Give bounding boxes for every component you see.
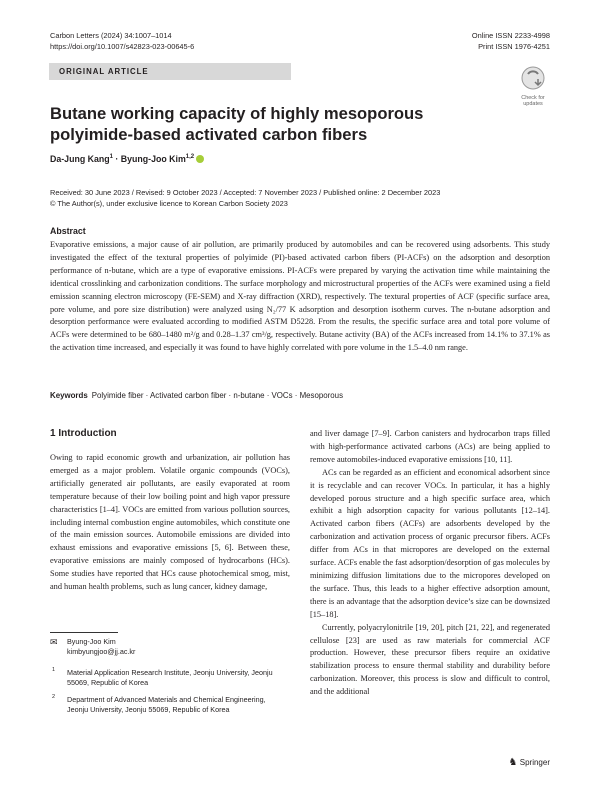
author-name[interactable]: Byung-Joo Kim <box>120 154 186 164</box>
corresponding-author: Byung-Joo Kim <box>67 637 116 646</box>
footnotes <box>50 637 280 716</box>
author-name[interactable]: Da-Jung Kang <box>50 154 110 164</box>
keywords-text: Polyimide fiber · Activated carbon fiber · n-butane · VOCs · Mesoporous <box>91 391 344 400</box>
check-for-updates-button[interactable] <box>517 66 549 107</box>
history-dates: Received: 30 June 2023 / Revised: 9 October 2023 / Accepted: 7 November 2023 / Published online: 2 December 2023 <box>50 188 441 197</box>
footnote-rule <box>50 632 118 633</box>
author-list <box>50 154 204 164</box>
affiliation-1: Material Application Research Institute, Jeonju University, Jeonju 55069, Republic of Korea <box>67 667 273 687</box>
abstract-text: Evaporative emissions, a major cause of air pollution, are primarily produced by automobiles and can be recovered using adsorbents. This study investigated the effect of the textural properties of polyimide (PI)-based activated carbon fibers (PI-ACFs) on the adsorption and desorption performance of n-butane, which are a type of evaporative emissions. PI-ACFs were prepared by varying the activation time while maintaining the identical crosslinking and carbonization conditions. The surface morphology and microstructural properties of the ACFs were examined using a field emission scanning electron microscopy (FE-SEM) and X-ray diffraction (XRD), respectively. The textural properties of ACF (specific surface area, pore volume, and pore size distribution) were analyzed using N₂/77 K adsorption and desorption isotherm curves. The n-butane adsorption and desorption performance were evaluated according to modified ASTM D5228. From the results, the specific surface area and total pore volume of ACFs were determined to be 680–1480 m²/g and 0.28–1.37 cm³/g, respectively. Butane activity (BA) of the ACFs increased from 14.1% to 37.1% as the activation time increased, and especially it was found to have highly correlated with pore volume in the 1.5–4.0 nm range. <box>50 240 550 353</box>
paragraph: and liver damage [7–9]. Carbon canisters and hydrocarbon traps filled with high-performance activated carbons (ACs) are being applied to remove automobiles-induced evaporative emissions [10, 11]. <box>310 429 550 464</box>
left-column <box>50 452 290 594</box>
footnote-number: 1 <box>52 666 56 673</box>
paragraph: Currently, polyacrylonitrile [19, 20], pitch [21, 22], and regenerated cellulose [23] are used as raw materials for commercial ACF production. However, these precursor fibers require an oxidative stabilization process to ensure thermal stability and durability before carbonization. Moreover, this process is slow and difficult to control, and the additional <box>310 622 550 697</box>
check-updates-label-2: updates <box>523 101 543 107</box>
check-updates-icon <box>521 66 545 90</box>
affiliation-marker: 1 <box>109 154 113 161</box>
journal-citation: Carbon Letters (2024) 34:1007–1014 <box>50 31 172 40</box>
right-column <box>310 428 550 699</box>
article-type-tag: ORIGINAL ARTICLE <box>49 63 291 80</box>
springer-horse-icon: ♞ <box>508 757 518 768</box>
corresponding-email[interactable]: kimbyungjoo@jj.ac.kr <box>67 647 136 657</box>
footnote-number: 2 <box>52 694 56 701</box>
author-separator: · <box>112 154 121 164</box>
keywords <box>50 391 343 400</box>
section-heading: 1 Introduction <box>50 428 117 439</box>
affiliation-2: Department of Advanced Materials and Chemical Engineering, Jeonju University, Jeonju 55069, Republic of Korea <box>67 695 266 715</box>
paragraph: ACs can be regarded as an efficient and economical adsorbent since it is recyclable and can recover VOCs. In particular, it has a highly developed porous structure and a high specific surface area, which exhibit a high adsorption capacity for various pollutants [12–14]. Activated carbon fibers (ACFs) are adsorbents developed by the carbonization and activation process of organic precursor fibers. ACFs differ from ACs in that micropores are developed on the external surface. ACFs enable the fast adsorption/desorption of gas molecules by minimizing diffusion limitations due to the micropores developed on the surface. Thus, this leads to a higher effective adsorption amount, there is an advantage that the adsorption device’s size can be downsized [15–18]. <box>310 467 550 619</box>
article-title: Butane working capacity of highly mesoporous polyimide-based activated carbon fibers <box>50 104 424 144</box>
abstract-heading: Abstract <box>50 226 86 236</box>
keywords-label: Keywords <box>50 391 88 400</box>
orcid-icon[interactable] <box>196 155 204 163</box>
paragraph: Owing to rapid economic growth and urbanization, air pollution has emerged as a major problem. Volatile organic compounds (VOCs), artificially generated air pollutants, are easily evaporated at room temperature because of their low boiling point and high vapor pressure characteristics [1–4]. VOCs are emitted from various pollution sources, including internal combustion engine automobiles, which constitute one of the main emission sources. Automobile emissions are divided into exhaust emissions and evaporative emissions [5, 6]. Between these, evaporative emissions are mainly composed of hydrocarbons (HCs). Some studies have reported that HCs cause photochemical smog, mist, and human health problems, such as lung cancer, kidney damage, <box>50 453 290 592</box>
check-updates-label-1: Check for <box>521 95 545 101</box>
publisher-logo <box>509 757 550 768</box>
copyright-line: © The Author(s), under exclusive licence to Korean Carbon Society 2023 <box>50 198 288 208</box>
online-issn: Online ISSN 2233-4998 <box>471 31 550 40</box>
publication-dates <box>50 188 550 209</box>
print-issn: Print ISSN 1976-4251 <box>478 42 550 51</box>
envelope-icon: ✉ <box>50 637 58 647</box>
doi-link[interactable]: https://doi.org/10.1007/s42823-023-00645-6 <box>50 42 195 51</box>
affiliation-marker: 1,2 <box>185 154 195 161</box>
publisher-name: Springer <box>519 758 550 767</box>
